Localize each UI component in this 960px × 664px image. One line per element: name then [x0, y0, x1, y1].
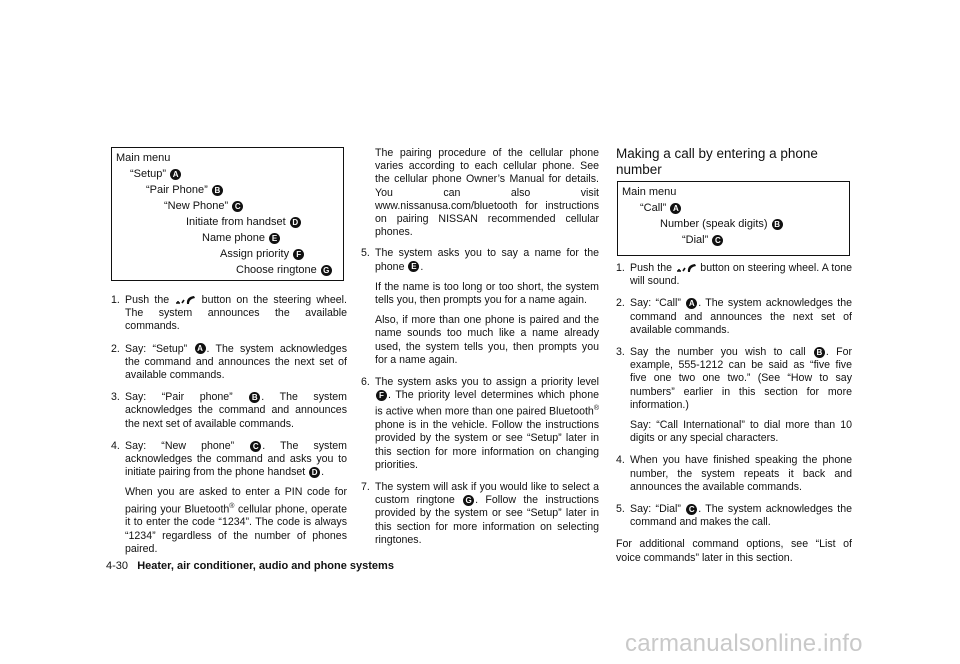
menu-line: “New Phone” C — [164, 200, 244, 213]
list-item: 3. Say the number you wish to call B . For example, 555-1212 can be said as “five five five one two one two.” (See “How to say numbers” earlier in this section for more information.) Say: “Call International” to dial more than 10 digits or any special characters. — [616, 346, 852, 445]
list-item: 2. Say: “Call” A . The system acknowledges the command and announces the next set of available commands. — [616, 297, 852, 336]
section-heading: Making a call by entering a phone number — [616, 146, 818, 177]
badge-d-icon: D — [290, 217, 301, 228]
menu-line: “Setup” A — [130, 168, 182, 181]
list-item: 2. Say: “Setup” A . The system acknowledges the command and announces the next set of available commands. — [111, 342, 347, 382]
badge-a-icon: A — [670, 203, 681, 214]
badge-f-icon: F — [293, 249, 304, 260]
watermark: carmanualsonline.info — [625, 630, 863, 657]
badge-g-icon: G — [463, 495, 474, 506]
call-menu-box — [617, 181, 850, 256]
badge-c-icon: C — [686, 504, 697, 515]
pairing-intro: The pairing procedure of the cellular phone varies according to each cellular phone. See the cellular phone Owner’s Manual for details. You can also visit www.nissanusa.com/bluetooth for instructions on pairing NISSAN recommended cellular phones. — [375, 147, 599, 239]
menu-line: Choose ringtone G — [236, 264, 333, 277]
list-item: 5. The system asks you to say a name for the phone E . If the name is too long or too short, the system tells you, then prompts you for a name again. Also, if more than one phone is paired and the name sounds too much like a name already used, the system tells you, then prompts you for a name again. — [361, 247, 599, 366]
badge-c-icon: C — [712, 235, 723, 246]
list-item: 1. Push the button on steering wheel. A tone will sound. — [616, 262, 853, 288]
chapter-title: Heater, air conditioner, audio and phone systems — [137, 560, 394, 572]
right-column — [616, 262, 852, 565]
phone-handset-icon — [675, 263, 697, 273]
menu-line: Assign priority F — [220, 248, 305, 261]
list-item: 6. The system asks you to assign a priority level F . The priority level determines which phone is active when more than one paired Bluetooth® phone is in the vehicle. Follow the instructions provided by the system or see “Setup” later in this section for more information on changing priorities. — [361, 376, 599, 471]
menu-line: “Dial” C — [682, 234, 724, 247]
badge-b-icon: B — [814, 347, 825, 358]
list-item: 7. The system will ask if you would like to select a custom ringtone G . Follow the instructions provided by the system or see “Setup” later in this section for more information on selecting ringtones. — [361, 481, 599, 546]
list-item: 4. Say: “New phone” C . The system acknowledges the command and asks you to initiate pairing from the phone handset D . When you are asked to enter a PIN code for pairing your Bluetooth® cellular phone, operate it to enter the code “1234”. The code is always “1234” regardless of the number of phones paired. — [111, 439, 347, 555]
list-item: 5. Say: “Dial” C . The system acknowledges the command and makes the call. — [616, 503, 852, 529]
badge-b-icon: B — [249, 392, 260, 403]
badge-c-icon: C — [250, 441, 261, 452]
badge-f-icon: F — [376, 390, 387, 401]
menu-line: “Call” A — [640, 202, 682, 215]
list-item: 4. When you have finished speaking the phone number, the system repeats it back and announces the available commands. — [616, 454, 852, 493]
page-footer — [106, 560, 394, 572]
menu-line: Name phone E — [202, 232, 281, 245]
phone-handset-icon — [174, 295, 196, 305]
badge-a-icon: A — [170, 169, 181, 180]
badge-e-icon: E — [408, 261, 419, 272]
menu-line: Initiate from handset D — [186, 216, 302, 229]
menu-line: Main menu — [622, 186, 677, 198]
badge-a-icon: A — [686, 298, 697, 309]
list-item: 3. Say: “Pair phone” B . The system acknowledges the command and announces the next set of available commands. — [111, 391, 347, 430]
list-item: 1. Push the button on the steering wheel. The system announces the available commands. — [111, 294, 347, 333]
badge-g-icon: G — [321, 265, 332, 276]
left-column — [111, 294, 347, 565]
menu-line: Number (speak digits) B — [660, 218, 784, 231]
setup-menu-box — [111, 147, 344, 281]
badge-c-icon: C — [232, 201, 243, 212]
badge-e-icon: E — [269, 233, 280, 244]
page-number: 4-30 — [106, 560, 129, 572]
badge-d-icon: D — [309, 467, 320, 478]
badge-b-icon: B — [212, 185, 223, 196]
middle-column — [361, 147, 599, 556]
badge-a-icon: A — [195, 343, 206, 354]
menu-line: Main menu — [116, 152, 171, 164]
menu-line: “Pair Phone” B — [146, 184, 224, 197]
badge-b-icon: B — [772, 219, 783, 230]
closing-note: For additional command options, see “List of voice commands” later in this section. — [616, 538, 852, 564]
